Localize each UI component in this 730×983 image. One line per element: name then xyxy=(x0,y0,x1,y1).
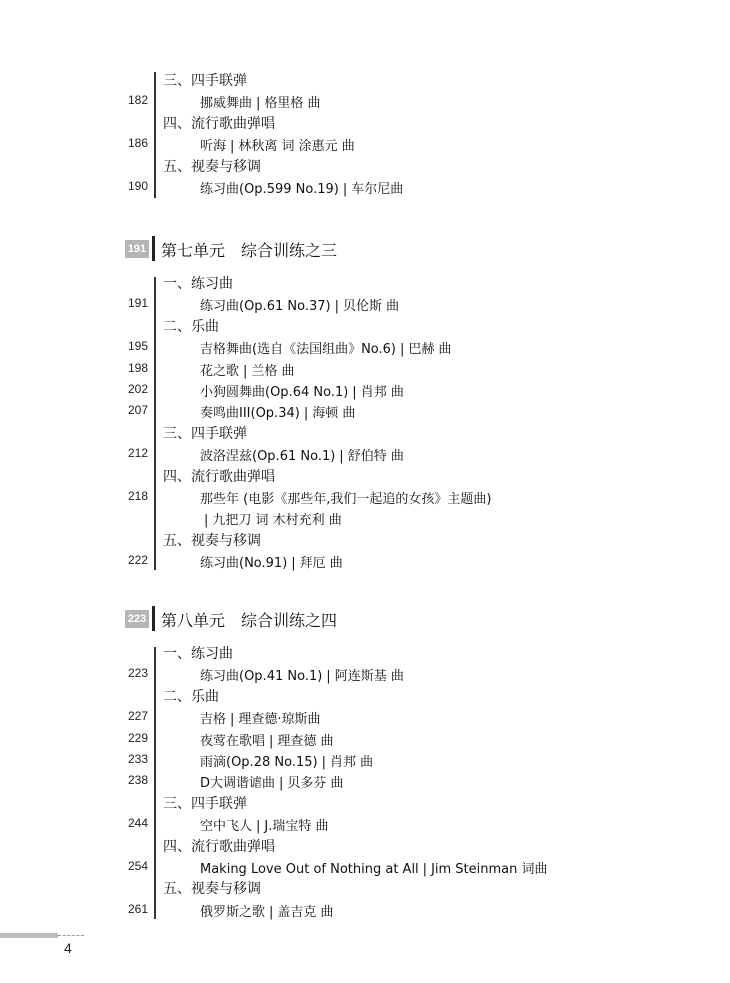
entry-page-number: 222 xyxy=(127,553,148,568)
toc-entry xyxy=(0,551,730,572)
entry-page-number: 244 xyxy=(127,816,148,831)
entry-text xyxy=(200,338,452,357)
toc-category xyxy=(0,836,730,857)
separator: | xyxy=(326,669,331,685)
unit-title-number: 第七单元 xyxy=(161,241,226,260)
separator: | xyxy=(422,862,428,877)
toc-category xyxy=(0,113,730,134)
entry-page-number: 238 xyxy=(127,773,148,788)
entry-credit: 贝伦斯 曲 xyxy=(342,299,400,315)
entry-title: 俄罗斯之歌 xyxy=(200,904,266,920)
toc-category xyxy=(0,423,730,444)
category-label: 一、练习曲 xyxy=(163,276,233,292)
page-number: 4 xyxy=(64,940,72,956)
entry-text xyxy=(200,858,548,877)
separator: | xyxy=(334,299,339,315)
entry-credit: 海顿 曲 xyxy=(312,406,356,422)
entry-page-number: 191 xyxy=(127,296,148,311)
entry-page-number: 207 xyxy=(127,403,148,418)
toc-entry xyxy=(0,508,730,529)
entry-page-number: 182 xyxy=(127,93,148,108)
entry-text xyxy=(200,178,403,197)
entry-page-number: 261 xyxy=(127,901,148,916)
toc-entry xyxy=(0,294,730,315)
unit-title xyxy=(161,238,337,261)
toc-category xyxy=(0,70,730,91)
separator: | xyxy=(230,712,235,728)
unit-badge: 223 xyxy=(125,610,149,628)
separator: | xyxy=(400,342,405,358)
toc-category xyxy=(0,466,730,487)
category-label: 一、练习曲 xyxy=(163,646,233,662)
separator: | xyxy=(339,449,344,465)
category-label: 五、视奏与移调 xyxy=(163,158,261,175)
entry-page-number: 190 xyxy=(127,179,148,193)
unit-title-subtitle: 综合训练之三 xyxy=(241,241,338,260)
entry-text xyxy=(200,509,342,528)
entry-text xyxy=(200,135,355,154)
entry-text xyxy=(200,901,334,920)
entry-page-number: 229 xyxy=(127,730,148,745)
separator: | xyxy=(303,406,309,422)
footer-dash xyxy=(58,935,84,936)
category-label: 五、视奏与移调 xyxy=(163,532,261,549)
toc-entry xyxy=(0,337,730,358)
toc-category xyxy=(0,273,730,294)
entry-title: 波洛涅兹(Op.61 No.1) xyxy=(200,449,336,465)
toc-category xyxy=(0,793,730,814)
entry-credit: 盖吉克 曲 xyxy=(277,904,334,920)
entry-credit: 九把刀 词 木村充利 曲 xyxy=(212,513,342,529)
toc-entry xyxy=(0,91,730,112)
entry-title: 练习曲(No.91) xyxy=(200,556,288,572)
toc-entry xyxy=(0,359,730,380)
toc-entry xyxy=(0,380,730,401)
category-label: 二、乐曲 xyxy=(163,318,219,335)
entry-credit: 格里格 曲 xyxy=(264,96,321,112)
entry-text xyxy=(200,552,343,571)
category-label: 四、流行歌曲弹唱 xyxy=(163,115,275,132)
entry-text xyxy=(200,402,355,421)
entry-page-number: 233 xyxy=(127,752,148,766)
category-label: 四、流行歌曲弹唱 xyxy=(163,468,275,485)
entry-text xyxy=(200,751,373,770)
separator: | xyxy=(342,182,348,197)
entry-page-number: 186 xyxy=(127,136,148,151)
toc-entry xyxy=(0,177,730,198)
entry-page-number: 223 xyxy=(127,666,148,681)
separator: | xyxy=(230,139,235,155)
toc-entry xyxy=(0,487,730,508)
unit-title-subtitle: 综合训练之四 xyxy=(241,611,338,630)
unit-title xyxy=(161,608,337,631)
unit-title-number: 第八单元 xyxy=(161,611,226,630)
toc-category xyxy=(0,156,730,177)
entry-text xyxy=(200,730,334,749)
entry-credit: 肖邦 曲 xyxy=(329,755,374,770)
entry-credit: 阿连斯基 曲 xyxy=(334,669,404,685)
entry-title: 空中飞人 xyxy=(200,819,253,835)
entry-credit: 贝多芬 曲 xyxy=(287,776,344,792)
toc-entry xyxy=(0,857,730,878)
entry-title: 练习曲(Op.61 No.37) xyxy=(200,299,331,315)
toc-entry xyxy=(0,401,730,422)
separator: | xyxy=(279,776,284,792)
entry-title: 练习曲(Op.599 No.19) xyxy=(200,182,339,197)
entry-text xyxy=(200,445,404,464)
entry-page-number: 202 xyxy=(127,382,148,396)
entry-text xyxy=(200,295,399,314)
toc-category xyxy=(0,316,730,337)
separator: | xyxy=(352,385,357,400)
entry-title: 奏鸣曲III(Op.34) xyxy=(200,406,300,422)
separator: | xyxy=(291,556,296,572)
toc-entry xyxy=(0,134,730,155)
entry-page-number: 254 xyxy=(127,859,148,873)
unit-bar xyxy=(152,236,155,261)
toc-entry xyxy=(0,444,730,465)
category-label: 三、四手联弹 xyxy=(163,795,247,812)
toc-entry xyxy=(0,664,730,685)
category-label: 五、视奏与移调 xyxy=(163,881,261,898)
category-label: 三、四手联弹 xyxy=(163,73,247,89)
toc-category xyxy=(0,643,730,664)
toc-entry xyxy=(0,771,730,792)
unit-badge: 191 xyxy=(125,240,149,258)
entry-credit: 车尔尼曲 xyxy=(351,182,404,197)
separator: | xyxy=(269,733,274,749)
separator: | xyxy=(269,904,274,920)
entry-page-number: 218 xyxy=(127,489,148,503)
unit-heading xyxy=(0,236,730,262)
entry-credit: J.瑞宝特 曲 xyxy=(264,819,329,835)
entry-title: 吉格舞曲(选自《法国组曲》No.6) xyxy=(200,342,396,358)
separator: | xyxy=(321,755,326,770)
entry-page-number: 212 xyxy=(127,446,148,461)
entry-credit: 舒伯特 曲 xyxy=(347,449,404,465)
entry-credit: 肖邦 曲 xyxy=(360,385,404,400)
entry-title: 花之歌 xyxy=(200,363,240,379)
entry-title: 吉格 xyxy=(200,712,227,728)
unit-heading xyxy=(0,606,730,632)
unit-bar xyxy=(152,606,155,631)
entry-text xyxy=(200,381,404,400)
toc-entry xyxy=(0,750,730,771)
entry-text xyxy=(200,708,321,727)
entry-title: 那些年 (电影《那些年,我们一起追的女孩》主题曲) xyxy=(200,492,492,507)
entry-page-number: 198 xyxy=(127,360,148,375)
toc-entry xyxy=(0,729,730,750)
separator: | xyxy=(256,96,261,112)
entry-text xyxy=(200,360,295,379)
entry-title: D大调谐谑曲 xyxy=(200,776,276,792)
entry-title: 夜莺在歌唱 xyxy=(200,733,266,749)
entry-title: 挪威舞曲 xyxy=(200,96,253,112)
category-label: 二、乐曲 xyxy=(163,688,219,705)
entry-title: Making Love Out of Nothing at All xyxy=(200,862,419,877)
toc-entry xyxy=(0,814,730,835)
entry-page-number: 195 xyxy=(127,339,148,354)
entry-text xyxy=(200,92,321,111)
entry-title: 雨滴(Op.28 No.15) xyxy=(200,755,318,770)
entry-credit: Jim Steinman 词曲 xyxy=(431,862,548,877)
entry-title: 练习曲(Op.41 No.1) xyxy=(200,669,323,685)
entry-credit: 理查德 曲 xyxy=(277,733,334,749)
entry-credit: 兰格 曲 xyxy=(251,363,295,379)
separator: | xyxy=(204,513,209,529)
footer-bar xyxy=(0,933,58,938)
category-label: 四、流行歌曲弹唱 xyxy=(163,838,275,855)
entry-title: 小狗圆舞曲(Op.64 No.1) xyxy=(200,385,349,400)
entry-text xyxy=(200,815,329,834)
toc-category xyxy=(0,686,730,707)
toc-entry xyxy=(0,707,730,728)
separator: | xyxy=(243,363,248,379)
entry-credit: 理查德·琼斯曲 xyxy=(238,712,321,728)
separator: | xyxy=(256,819,261,835)
toc-category xyxy=(0,530,730,551)
entry-credit: 拜厄 曲 xyxy=(299,556,343,572)
toc-category xyxy=(0,878,730,899)
entry-credit: 巴赫 曲 xyxy=(408,342,452,358)
entry-page-number: 227 xyxy=(127,709,148,724)
entry-text xyxy=(200,665,404,684)
entry-text xyxy=(200,772,344,791)
toc-entry xyxy=(0,900,730,921)
category-label: 三、四手联弹 xyxy=(163,425,247,442)
entry-credit: 林秋离 词 涂惠元 曲 xyxy=(238,139,355,155)
entry-text xyxy=(200,488,491,507)
entry-title: 听海 xyxy=(200,139,227,155)
